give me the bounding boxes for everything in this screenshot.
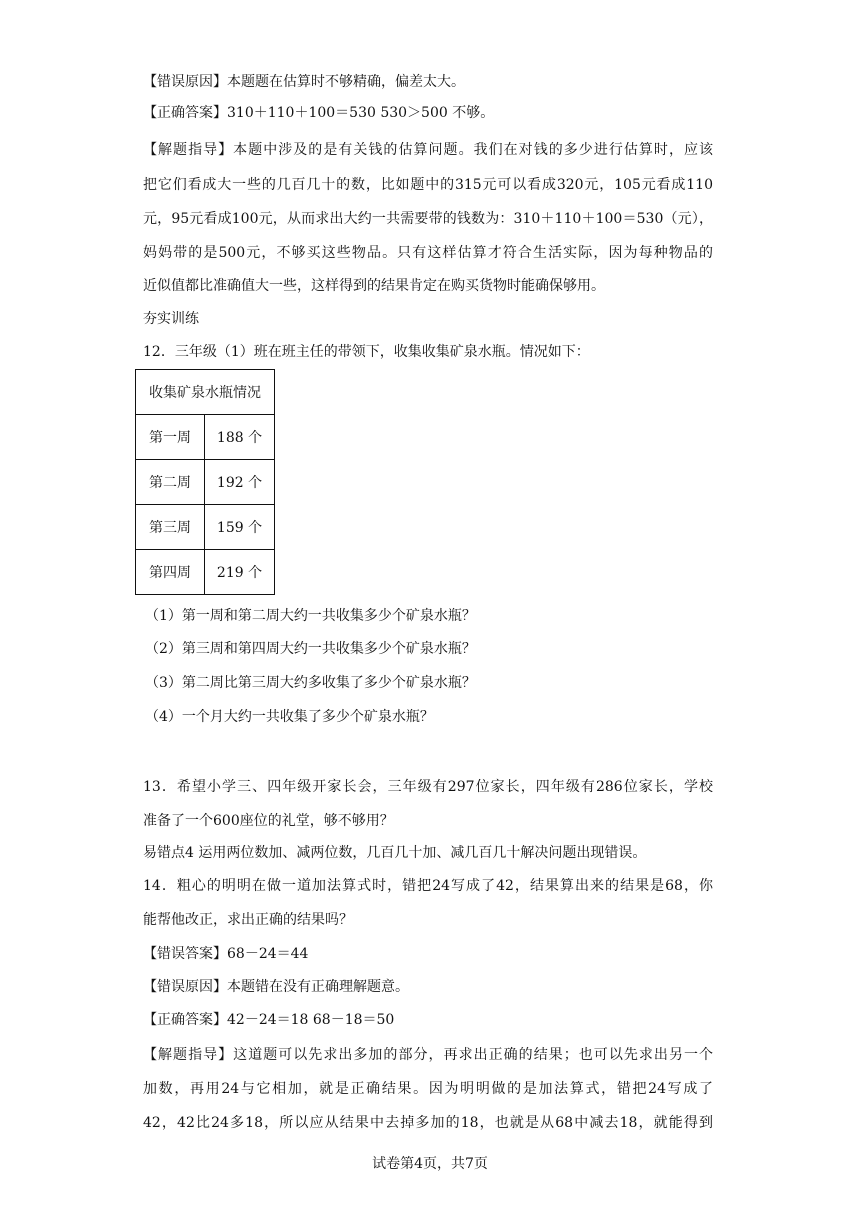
table-row	[136, 415, 275, 460]
count-cell: 188 个	[205, 415, 275, 460]
explanation-line-1: 【解题指导】本题中涉及的是有关钱的估算问题。我们在对钱的多少进行估算时，应该	[143, 142, 713, 158]
section-heading: 夯实训练	[143, 311, 199, 327]
page-footer: 试卷第4页，共7页	[372, 1156, 488, 1172]
error-point-4-heading: 易错点4 运用两位数加、减两位数，几百几十加、减几百几十解决问题出现错误。	[143, 845, 647, 861]
week-cell: 第二周	[136, 460, 205, 505]
table-row	[136, 460, 275, 505]
sub-question-3: （3）第二周比第三周大约多收集了多少个矿泉水瓶？	[145, 675, 476, 691]
sub-question-1: （1）第一周和第二周大约一共收集多少个矿泉水瓶？	[145, 608, 476, 624]
question-13-line-1: 13．希望小学三、四年级开家长会，三年级有297位家长，四年级有286位家长，学校	[143, 779, 713, 795]
table-row	[136, 505, 275, 550]
sub-question-4: （4）一个月大约一共收集了多少个矿泉水瓶？	[145, 709, 434, 725]
bottle-collection-table	[135, 369, 275, 595]
explanation-14-line-1: 【解题指导】这道题可以先求出多加的部分，再求出正确的结果；也可以先求出另一个	[143, 1047, 713, 1063]
count-cell: 159 个	[205, 505, 275, 550]
wrong-answer-14: 【错误答案】68－24＝44	[143, 946, 309, 962]
explanation-line-4: 妈妈带的是500元，不够买这些物品。只有这样估算才符合生活实际，因为每种物品的	[143, 245, 713, 261]
sub-question-2: （2）第三周和第四周大约一共收集多少个矿泉水瓶？	[145, 641, 476, 657]
table-row	[136, 550, 275, 595]
error-reason-14: 【错误原因】本题错在没有正确理解题意。	[143, 979, 409, 995]
explanation-line-2: 把它们看成大一些的几百几十的数，比如题中的315元可以看成320元，105元看成110	[143, 177, 713, 193]
error-reason-11: 【错误原因】本题题在估算时不够精确，偏差太大。	[143, 74, 465, 90]
question-13-line-2: 准备了一个600座位的礼堂，够不够用？	[143, 813, 394, 829]
explanation-14-line-2: 加数，再用24与它相加，就是正确结果。因为明明做的是加法算式，错把24写成了	[143, 1081, 713, 1097]
week-cell: 第四周	[136, 550, 205, 595]
question-14-line-1: 14．粗心的明明在做一道加法算式时，错把24写成了42，结果算出来的结果是68，你	[143, 878, 713, 894]
count-cell: 219 个	[205, 550, 275, 595]
week-cell: 第一周	[136, 415, 205, 460]
explanation-14-line-3: 42，42比24多18，所以应从结果中去掉多加的18，也就是从68中减去18，就能得到	[143, 1115, 713, 1131]
correct-answer-11: 【正确答案】310＋110＋100＝530 530＞500 不够。	[143, 105, 495, 121]
correct-answer-14: 【正确答案】42－24＝18 68－18＝50	[143, 1012, 395, 1028]
question-12: 12．三年级（1）班在班主任的带领下，收集收集矿泉水瓶。情况如下：	[143, 344, 590, 360]
explanation-line-5: 近似值都比准确值大一些，这样得到的结果肯定在购买货物时能确保够用。	[143, 278, 605, 294]
week-cell: 第三周	[136, 505, 205, 550]
table-header: 收集矿泉水瓶情况	[136, 370, 275, 415]
count-cell: 192 个	[205, 460, 275, 505]
question-14-line-2: 能帮他改正，求出正确的结果吗？	[143, 912, 353, 928]
explanation-line-3: 元，95元看成100元，从而求出大约一共需要带的钱数为：310＋110＋100＝530（元），	[143, 211, 713, 227]
